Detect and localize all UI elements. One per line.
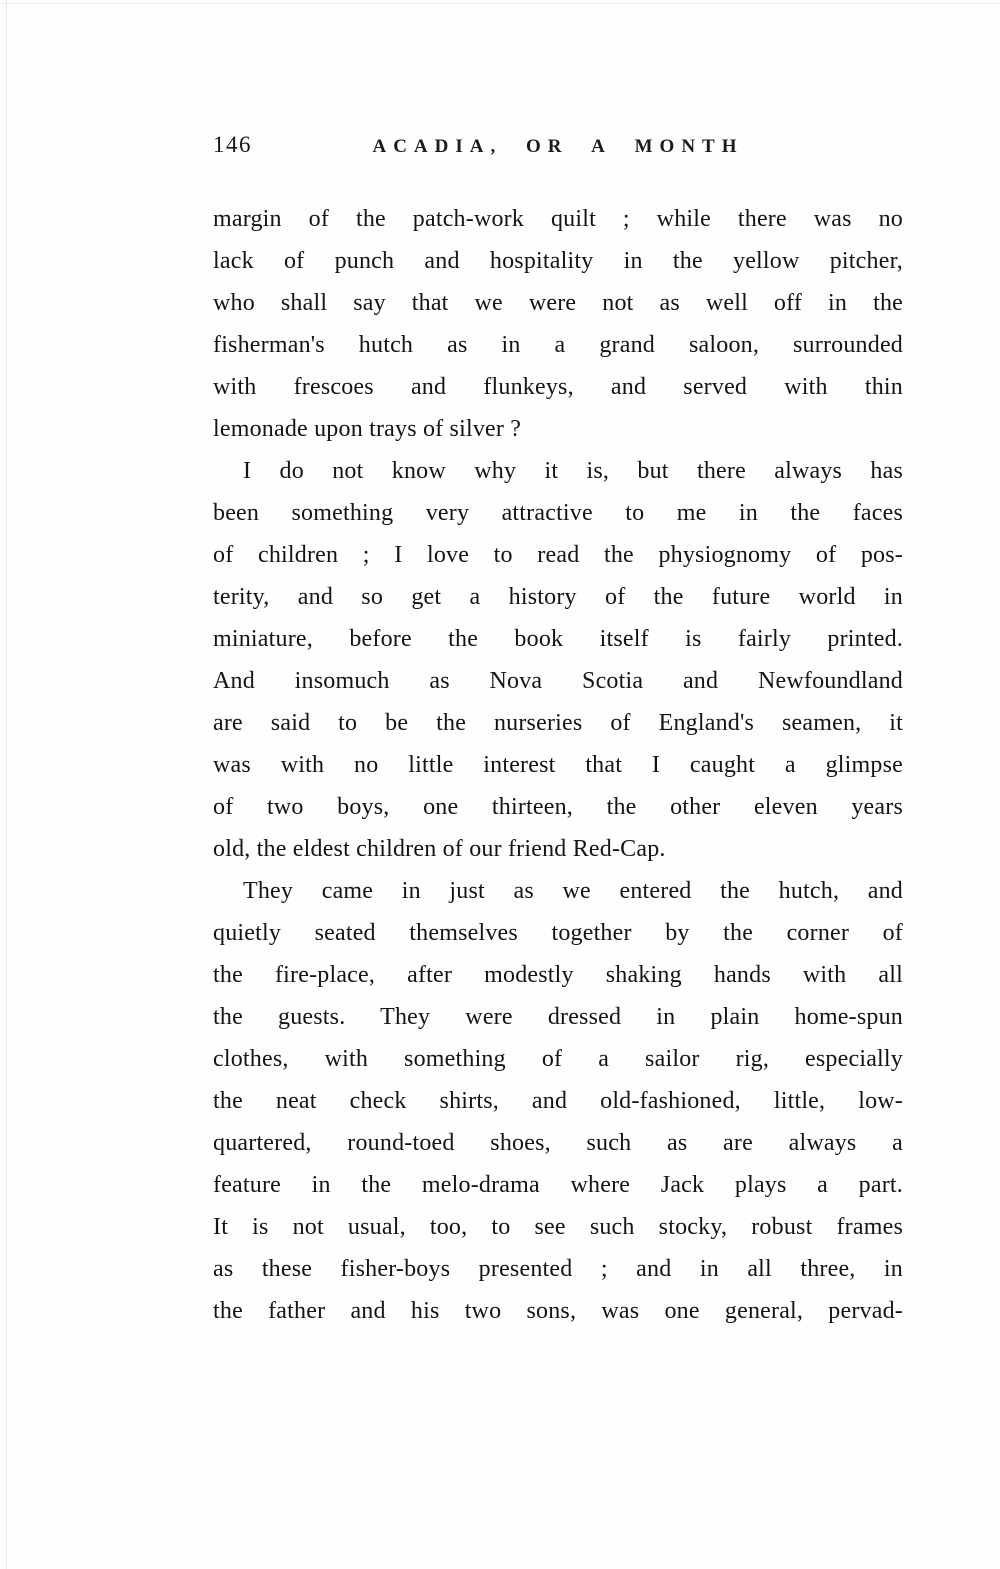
text-line: clothes, with something of a sailor rig, especially — [213, 1046, 903, 1072]
running-header: ACADIA, OR A MONTH — [372, 136, 744, 157]
text-line: of children ; I love to read the physiognomy of pos- — [213, 542, 903, 568]
text-line: lack of punch and hospitality in the yellow pitcher, — [213, 248, 903, 274]
text-line: was with no little interest that I caught a glimpse — [213, 752, 903, 778]
text-line: been something very attractive to me in the faces — [213, 500, 903, 526]
text-line: terity, and so get a history of the future world in — [213, 584, 903, 610]
text-line: lemonade upon trays of silver ? — [213, 416, 522, 442]
text-line: I do not know why it is, but there always has — [243, 458, 903, 484]
text-line: fisherman's hutch as in a grand saloon, surrounded — [213, 332, 903, 358]
text-line: who shall say that we were not as well off in the — [213, 290, 903, 316]
text-line: are said to be the nurseries of England's seamen, it — [213, 710, 903, 736]
text-line: as these fisher-boys presented ; and in all three, in — [213, 1256, 903, 1282]
text-line: the fire-place, after modestly shaking hands with all — [213, 962, 903, 988]
paragraph — [213, 870, 903, 1332]
text-line: with frescoes and flunkeys, and served with thin — [213, 374, 903, 400]
text-line: They came in just as we entered the hutch, and — [243, 878, 903, 904]
text-line: margin of the patch-work quilt ; while there was no — [213, 206, 903, 232]
text-line: the guests. They were dressed in plain home-spun — [213, 1004, 903, 1030]
text-line: old, the eldest children of our friend Red-Cap. — [213, 836, 666, 862]
page-header — [213, 0, 903, 162]
paragraph — [213, 450, 903, 870]
text-line: miniature, before the book itself is fairly printed. — [213, 626, 903, 652]
text-line: feature in the melo-drama where Jack plays a part. — [213, 1172, 903, 1198]
text-line: the neat check shirts, and old-fashioned, little, low- — [213, 1088, 903, 1114]
page-number: 146 — [213, 132, 252, 157]
body-text — [213, 198, 903, 1332]
text-line: It is not usual, too, to see such stocky, robust frames — [213, 1214, 903, 1240]
text-line: of two boys, one thirteen, the other eleven years — [213, 794, 903, 820]
scan-edge-left — [6, 0, 7, 1569]
text-line: quietly seated themselves together by the corner of — [213, 920, 903, 946]
text-line: quartered, round-toed shoes, such as are always a — [213, 1130, 903, 1156]
paragraph — [213, 198, 903, 450]
text-line: the father and his two sons, was one general, pervad- — [213, 1298, 903, 1324]
text-line: And insomuch as Nova Scotia and Newfoundland — [213, 668, 903, 694]
